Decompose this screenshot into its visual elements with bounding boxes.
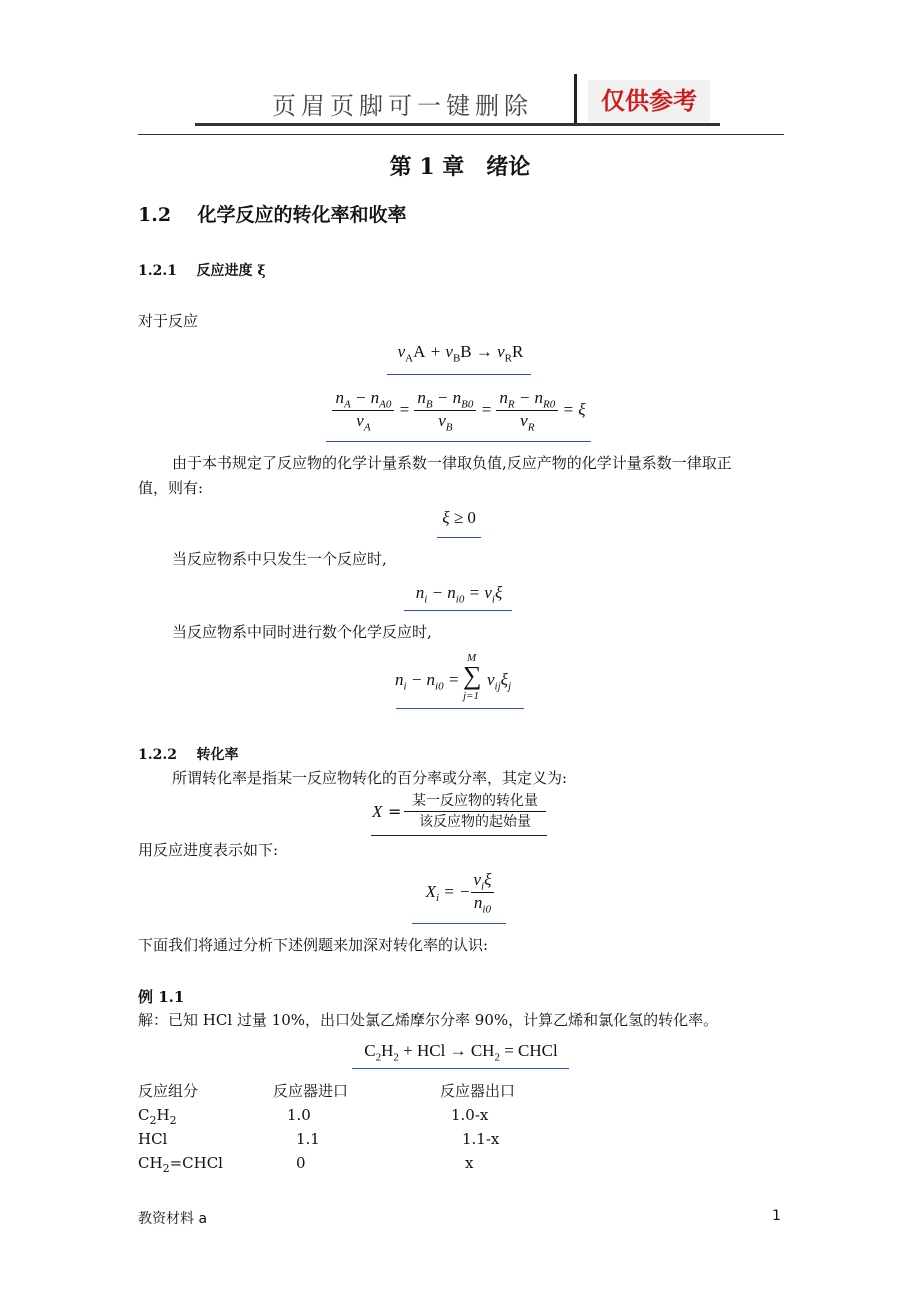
reference-stamp: 仅供参考 [588,80,710,122]
conversion-numerator: 某一反应物的转化量 [404,792,546,812]
table-cell-inlet: 1.1 [296,1130,320,1148]
table-header-component: 反应组分 [138,1082,199,1100]
paragraph-stoich-line1: 由于本书规定了反应物的化学计量系数一律取负值,反应产物的化学计量系数一律取正 [172,454,732,472]
header-divider [574,74,577,124]
subsection-title: 反应进度 ξ [196,263,266,279]
reaction-equation: $\nu_AA + \nu_BB \to \nu_RR$ [397,342,524,365]
paragraph-stoich-line2: 值，则有: [138,479,204,497]
equation-underline [371,835,547,836]
conversion-extent-equation: $X_i$ = − $\frac{\nu_i\xi}{n_{i0}}$ [412,870,508,916]
equation-underline [352,1068,569,1069]
table-cell-inlet: 0 [296,1154,306,1172]
table-cell-component: $C_2H_2$ [138,1106,177,1127]
multi-reaction-equation: $n_i - n_{i0}$ = M ∑ j=1 $\nu_{ij}\xi_j$ [395,652,512,702]
footer-label: 教资材料 a [138,1211,208,1227]
page-number: 1 [772,1208,781,1224]
paragraph-multi-reaction: 当反应物系中同时进行数个化学反应时, [172,623,432,641]
conversion-denominator: 该反应物的起始量 [419,814,531,830]
equation-underline [437,537,481,538]
table-cell-outlet: 1.0-x [451,1106,489,1124]
example-text: 解：已知 HCl 过量 10%，出口处氯乙烯摩尔分率 90%，计算乙烯和氯化氢的转化率。 [138,1011,719,1029]
paragraph-single-reaction: 当反应物系中只发生一个反应时, [172,550,387,568]
extent-equation: $\frac{n_A - n_{A0}}{\nu_A}$ = $\frac{n_B - n_{B0}}{\nu_B}$ = $\frac{n_R - n_{R0}}{\nu_R}$ = ξ [325,388,593,434]
equation-underline [412,923,506,924]
section-number: 1.2 [138,204,172,226]
paragraph-conversion-definition: 所谓转化率是指某一反应物转化的百分率或分率，其定义为: [172,769,568,787]
extent-nonneg-equation: ξ ≥ 0 [442,508,476,527]
table-cell-component: $CH_2=CHCl$ [138,1154,223,1175]
subsection-title: 转化率 [196,747,239,763]
chapter-title: 第 1 章 绪论 [389,154,531,180]
section-title: 化学反应的转化率和收率 [197,204,407,226]
example-title: 例 1.1 [138,988,185,1006]
subsection-number: 1.2.2 [138,747,177,763]
paragraph-use-extent: 用反应进度表示如下: [138,841,279,859]
acetylene-reaction-equation: $C_2H_2$ + HCl → $CH_2$ = CHCl [364,1041,558,1064]
header-watermark-text: 页眉页脚可一键删除 [272,92,533,120]
table-cell-component: HCl [138,1130,168,1148]
equation-underline [387,374,531,375]
equation-underline [404,610,512,611]
equation-underline [396,708,524,709]
subsection-heading-1 [138,260,266,280]
header-rule [138,134,784,135]
equation-underline [326,441,591,442]
table-header-outlet: 反应器出口 [440,1082,516,1100]
table-cell-outlet: 1.1-x [462,1130,500,1148]
header-underline [195,123,720,126]
conversion-symbol: X [372,802,383,821]
subsection-heading-2 [138,744,238,764]
paragraph-for-reaction: 对于反应 [138,312,199,330]
section-heading [138,200,407,227]
paragraph-analysis: 下面我们将通过分析下述例题来加深对转化率的认识: [138,936,489,954]
single-reaction-equation: $n_i - n_{i0} = \nu_i\xi$ [415,583,503,606]
table-cell-outlet: x [465,1154,474,1172]
subsection-number: 1.2.1 [138,263,177,279]
table-header-inlet: 反应器进口 [273,1082,349,1100]
table-cell-inlet: 1.0 [287,1106,311,1124]
conversion-definition-formula: X = 某一反应物的转化量 该反应物的起始量 [372,792,548,834]
